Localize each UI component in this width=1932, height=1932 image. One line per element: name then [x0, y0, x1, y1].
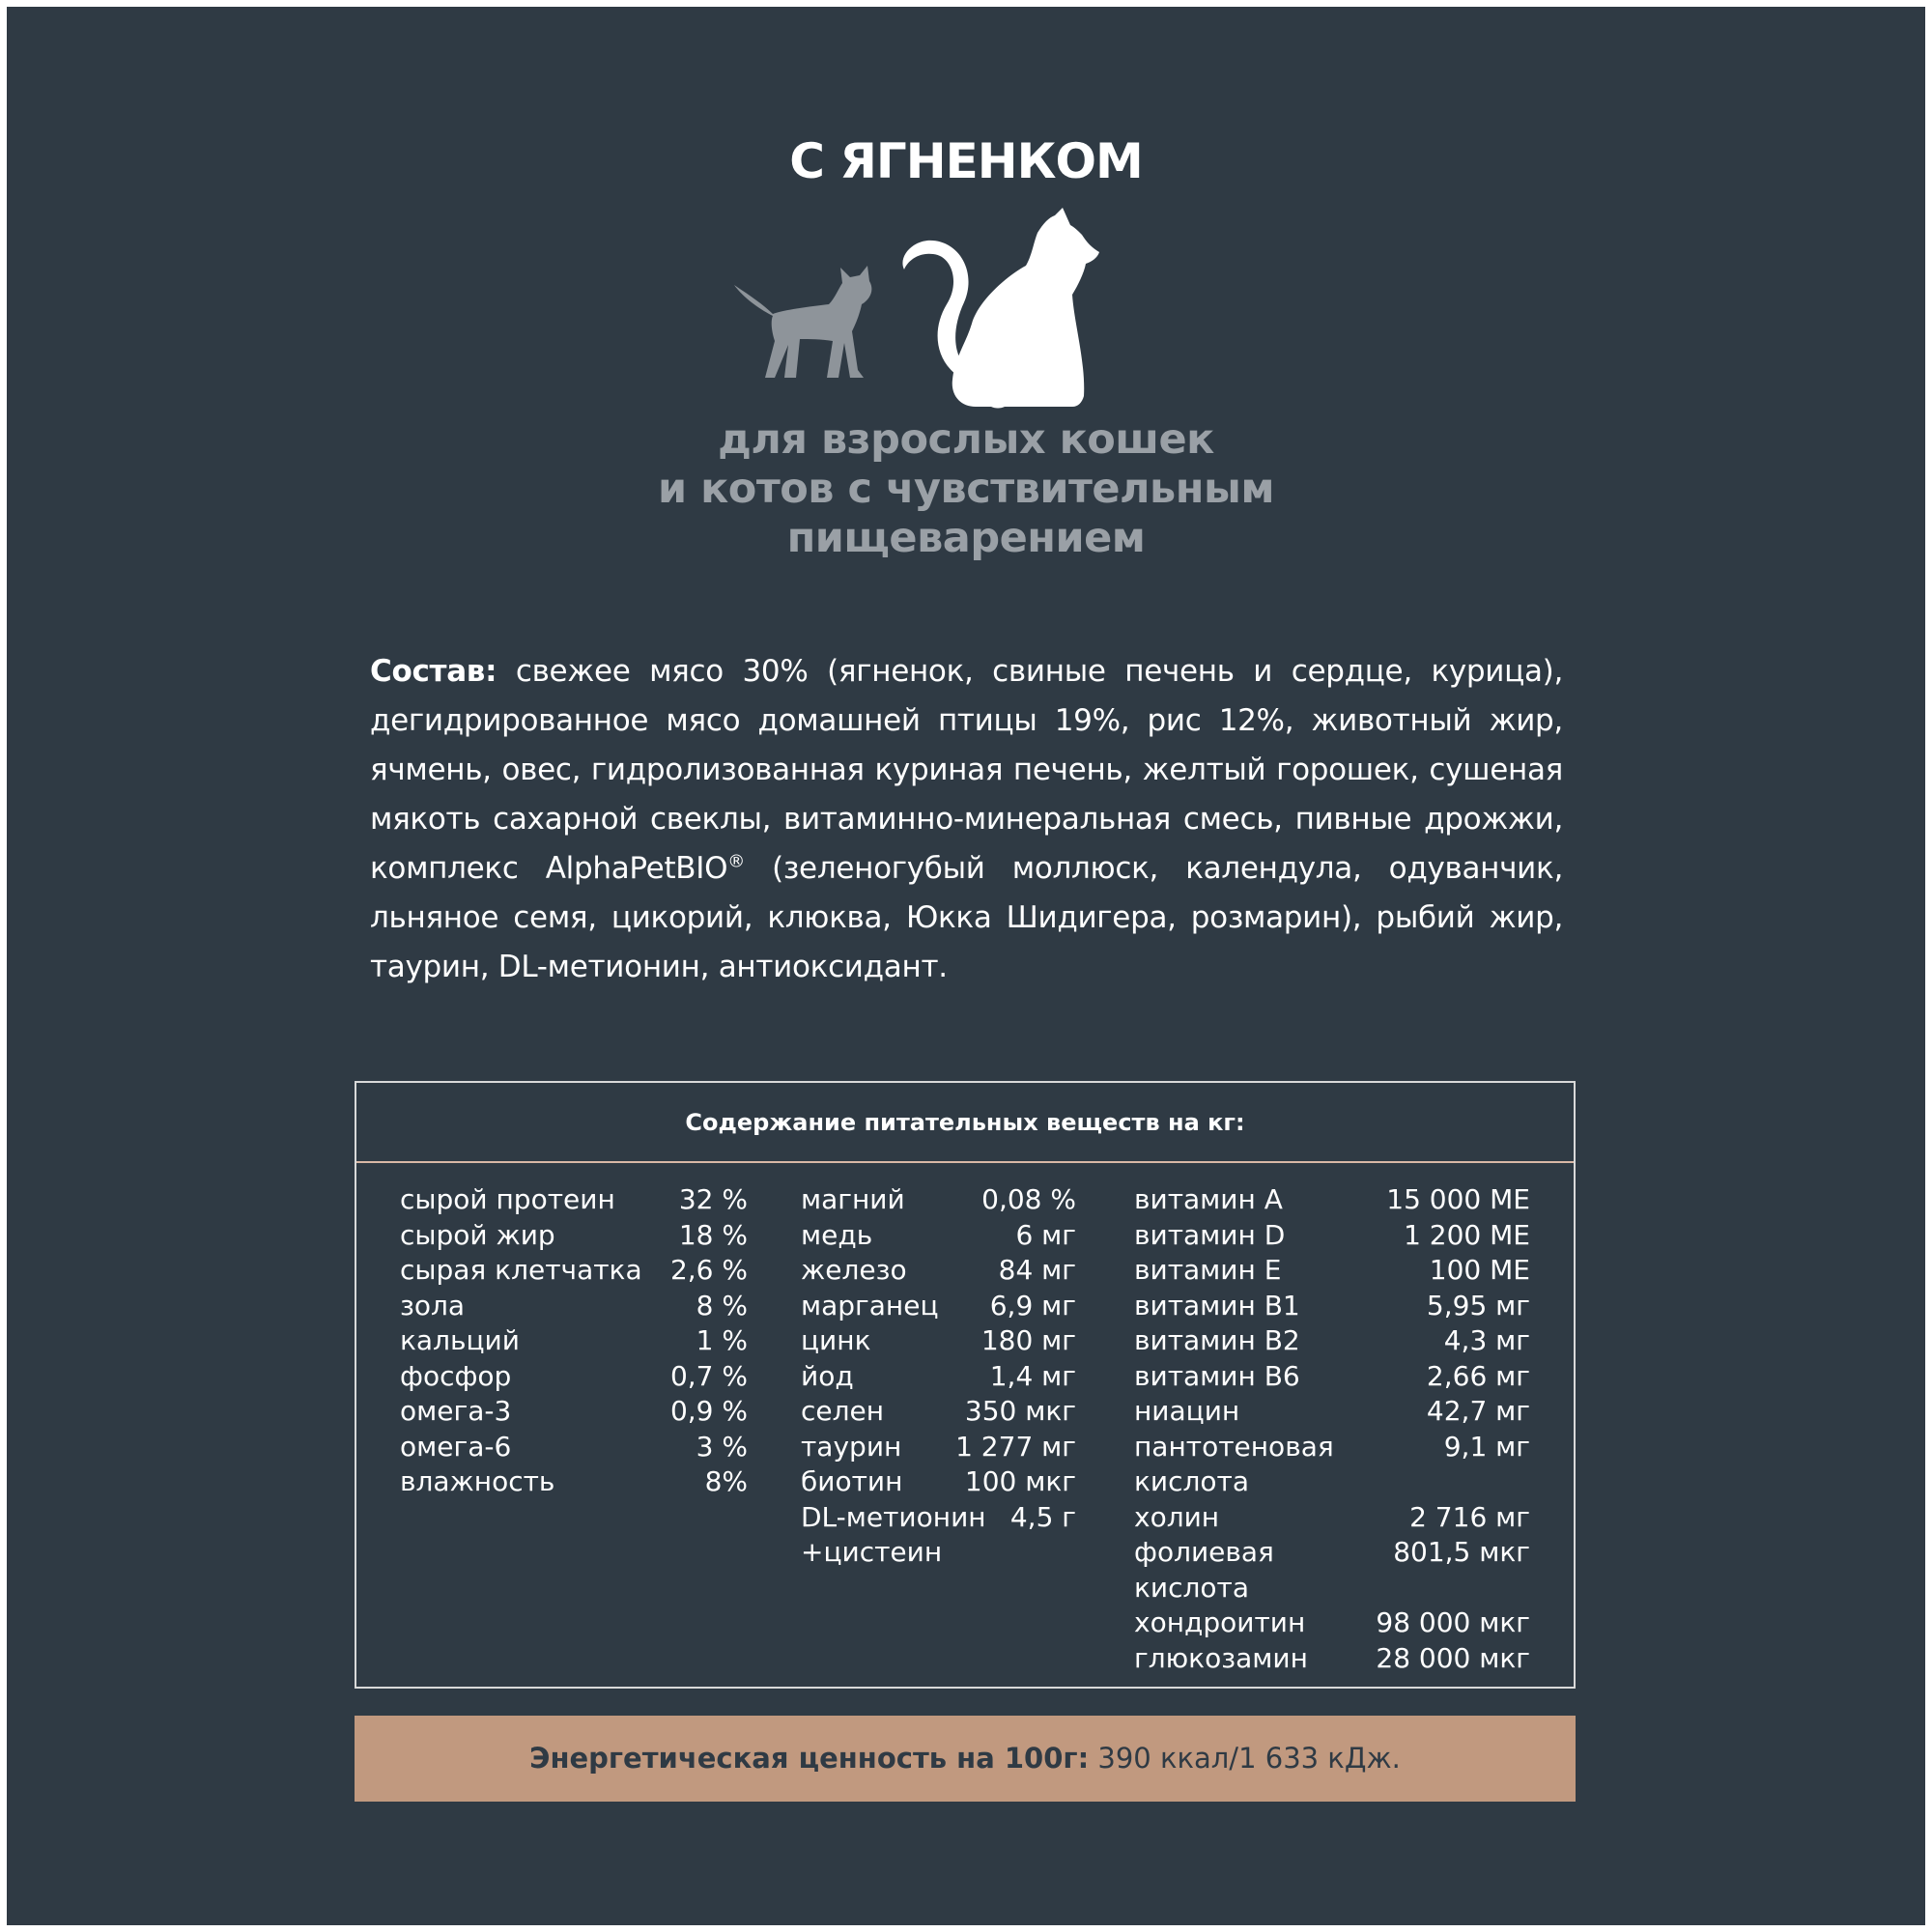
nutrient-row — [400, 1182, 748, 1218]
nutrient-value: 350 мкг — [964, 1395, 1076, 1427]
nutrient-name: таурин — [801, 1430, 902, 1463]
composition-text-line: (зеленогубый моллюск, календула, одуванчик, — [772, 851, 1563, 886]
nutrient-row — [400, 1218, 748, 1254]
nutrient-value: 32 % — [678, 1183, 748, 1215]
nutrient-row — [1134, 1218, 1530, 1254]
kitten-silhouette-icon — [734, 266, 871, 378]
nutrient-name: витамин А — [1134, 1183, 1283, 1215]
nutrient-name: холин — [1134, 1500, 1220, 1533]
nutrient-name: DL-метионин +цистеин — [801, 1500, 986, 1568]
nutrient-value: 8 % — [696, 1289, 748, 1321]
nutrient-value: 1 277 мг — [955, 1430, 1076, 1463]
nutrient-name: селен — [801, 1395, 885, 1427]
nutrient-value: 1,4 мг — [989, 1359, 1076, 1392]
nutrient-row — [801, 1182, 1076, 1218]
composition-line — [370, 844, 1563, 894]
nutrient-value: 801,5 мкг — [1393, 1536, 1530, 1568]
nutrient-row — [1134, 1182, 1530, 1218]
composition-label: Состав: — [370, 654, 497, 689]
composition-line: таурин, DL-метионин, антиоксидант. — [370, 950, 948, 984]
nutrient-name: витамин D — [1134, 1218, 1286, 1251]
nutrient-value: 3 % — [696, 1430, 748, 1463]
nutrient-name: влажность — [400, 1465, 555, 1497]
nutrient-name: медь — [801, 1218, 873, 1251]
composition-text-line: комплекс AlphaPetBIO — [370, 851, 728, 886]
nutrient-value: 6,9 мг — [989, 1289, 1076, 1321]
nutrient-column-1 — [400, 1182, 748, 1500]
nutrient-name: сырой протеин — [400, 1183, 615, 1215]
nutrient-row — [801, 1394, 1076, 1430]
nutrient-value: 42,7 мг — [1426, 1395, 1530, 1427]
nutrient-row — [801, 1359, 1076, 1395]
nutrient-name: биотин — [801, 1465, 903, 1497]
nutrient-value: 0,08 % — [981, 1183, 1076, 1215]
nutrient-name: кальций — [400, 1324, 520, 1356]
nutrient-value: 180 мг — [980, 1324, 1076, 1356]
composition-line: льняное семя, цикорий, клюква, Юкка Шидигера, розмарин), рыбий жир, — [370, 900, 1563, 935]
composition-line: дегидрированное мясо домашней птицы 19%, рис 12%, животный жир, — [370, 703, 1563, 738]
nutrient-value: 100 МЕ — [1429, 1254, 1530, 1286]
subtitle-line: и котов с чувствительным — [658, 465, 1274, 513]
nutrient-row — [801, 1253, 1076, 1289]
composition-text — [370, 647, 1563, 992]
nutrient-row — [400, 1394, 748, 1430]
product-subtitle — [0, 415, 1932, 563]
nutrient-name: пантотеновая кислота — [1134, 1430, 1334, 1497]
nutrient-row — [1134, 1359, 1530, 1395]
nutrient-row — [801, 1323, 1076, 1359]
nutrient-value: 8% — [704, 1465, 748, 1497]
nutrient-row — [400, 1323, 748, 1359]
energy-label: Энергетическая ценность на 100г: — [529, 1742, 1090, 1775]
nutrient-row — [1134, 1253, 1530, 1289]
nutrient-value: 1 % — [696, 1324, 748, 1356]
nutrient-row — [1134, 1605, 1530, 1641]
nutrient-column-3 — [1134, 1182, 1530, 1676]
nutrient-row — [400, 1253, 748, 1289]
nutrient-value: 0,7 % — [669, 1359, 748, 1392]
nutrient-name: йод — [801, 1359, 854, 1392]
nutrient-name: цинк — [801, 1324, 871, 1356]
nutrient-name: фолиевая кислота — [1134, 1536, 1274, 1604]
subtitle-line: пищеварением — [786, 514, 1146, 562]
nutrient-row — [1134, 1500, 1530, 1536]
nutrient-name: магний — [801, 1183, 905, 1215]
nutrient-name: витамин Е — [1134, 1254, 1282, 1286]
nutrient-name: хондроитин — [1134, 1606, 1306, 1638]
energy-value: 390 ккал/1 633 кДж. — [1097, 1742, 1401, 1775]
composition-line: мякоть сахарной свеклы, витаминно-минеральная смесь, пивные дрожжи, — [370, 802, 1563, 837]
nutrient-value: 100 мкг — [964, 1465, 1076, 1497]
nutrient-row — [1134, 1289, 1530, 1324]
nutrient-name: омега-3 — [400, 1395, 512, 1427]
nutrient-name: сырая клетчатка — [400, 1254, 642, 1286]
nutrient-row — [801, 1430, 1076, 1465]
nutrient-value: 6 мг — [1015, 1218, 1076, 1251]
nutrient-row — [400, 1430, 748, 1465]
nutrient-row — [400, 1464, 748, 1500]
nutrient-value: 2 716 мг — [1409, 1500, 1530, 1533]
composition-line — [370, 647, 1563, 696]
nutrient-value: 2,6 % — [669, 1254, 748, 1286]
nutrient-row — [400, 1289, 748, 1324]
registered-mark: ® — [727, 851, 745, 872]
nutrient-value: 18 % — [678, 1218, 748, 1251]
nutrient-value: 9,1 мг — [1443, 1430, 1530, 1463]
nutrient-row — [1134, 1394, 1530, 1430]
nutrient-value: 4,3 мг — [1443, 1324, 1530, 1356]
composition-text-line: свежее мясо 30% (ягненок, свиные печень и сердце, курица), — [515, 654, 1563, 689]
nutrient-column-2 — [801, 1182, 1076, 1571]
composition-line: ячмень, овес, гидролизованная куриная печень, желтый горошек, сушеная — [370, 753, 1563, 787]
nutrient-row — [801, 1500, 1076, 1571]
nutrient-name: железо — [801, 1254, 907, 1286]
nutrient-value: 2,66 мг — [1426, 1359, 1530, 1392]
nutrient-row — [1134, 1323, 1530, 1359]
nutrient-name: фосфор — [400, 1359, 512, 1392]
nutrient-name: зола — [400, 1289, 466, 1321]
nutrient-name: витамин В1 — [1134, 1289, 1300, 1321]
nutrient-name: марганец — [801, 1289, 939, 1321]
nutrient-name: сырой жир — [400, 1218, 555, 1251]
energy-value-band — [355, 1716, 1576, 1802]
cats-illustration — [715, 198, 1140, 420]
nutrient-row — [1134, 1535, 1530, 1605]
nutrient-value: 84 мг — [998, 1254, 1076, 1286]
nutrient-row — [1134, 1641, 1530, 1677]
cat-silhouette-icon — [902, 208, 1099, 409]
nutrient-row — [1134, 1430, 1530, 1500]
nutrient-row — [801, 1289, 1076, 1324]
nutrient-row — [400, 1359, 748, 1395]
nutrient-value: 4,5 г — [1009, 1500, 1076, 1533]
nutrient-table — [355, 1081, 1576, 1689]
nutrient-row — [801, 1218, 1076, 1254]
nutrient-name: омега-6 — [400, 1430, 512, 1463]
nutrient-name: витамин В6 — [1134, 1359, 1300, 1392]
nutrient-name: ниацин — [1134, 1395, 1240, 1427]
nutrient-table-title: Содержание питательных веществ на кг: — [356, 1083, 1574, 1163]
nutrient-value: 0,9 % — [669, 1395, 748, 1427]
nutrient-name: витамин В2 — [1134, 1324, 1300, 1356]
nutrient-value: 5,95 мг — [1426, 1289, 1530, 1321]
nutrient-name: глюкозамин — [1134, 1641, 1308, 1674]
nutrient-value: 28 000 мкг — [1376, 1641, 1530, 1674]
nutrient-value: 15 000 МЕ — [1386, 1183, 1530, 1215]
product-title: С ЯГНЕНКОМ — [789, 133, 1143, 189]
nutrient-value: 1 200 МЕ — [1404, 1218, 1530, 1251]
subtitle-line: для взрослых кошек — [718, 415, 1214, 464]
nutrient-value: 98 000 мкг — [1376, 1606, 1530, 1638]
nutrient-row — [801, 1464, 1076, 1500]
